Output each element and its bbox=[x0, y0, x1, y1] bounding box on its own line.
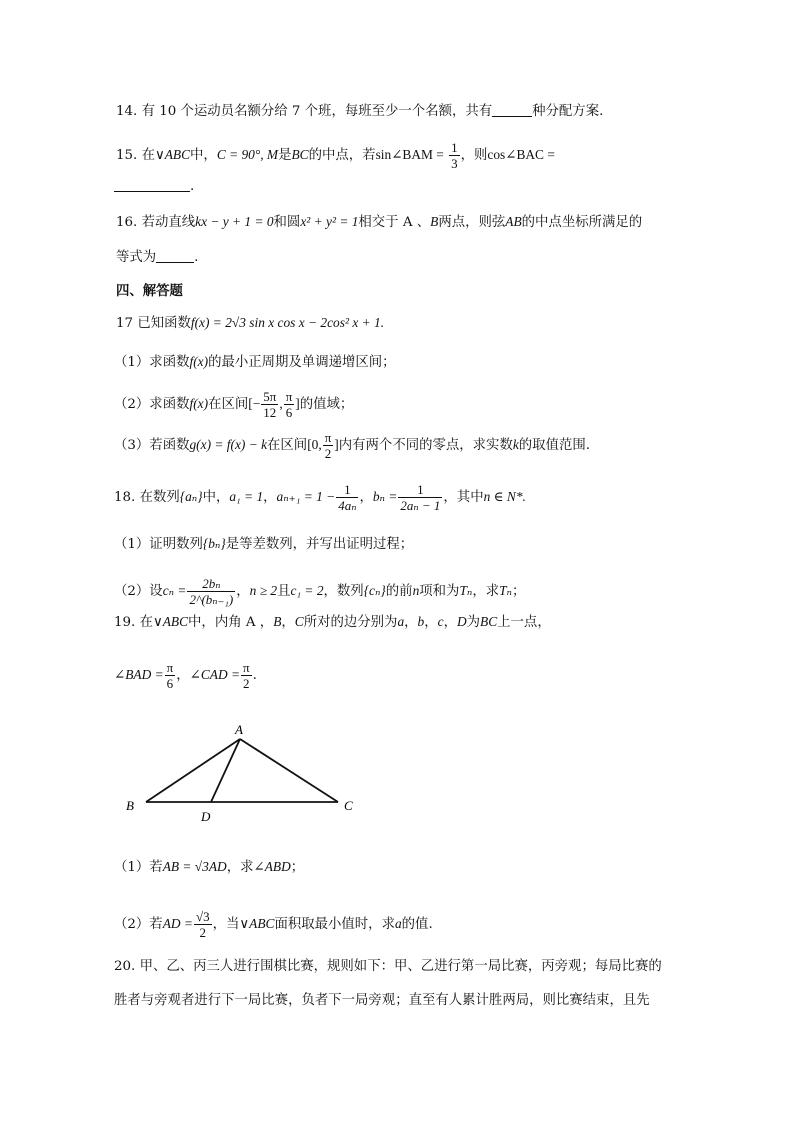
math-expr: B bbox=[430, 214, 439, 229]
question-text: 是等差数列，并写出证明过程； bbox=[225, 537, 414, 552]
punctuation: . bbox=[190, 179, 195, 194]
question-text: （2）若 bbox=[114, 917, 163, 932]
punctuation: ， bbox=[359, 490, 373, 505]
punctuation: . bbox=[252, 668, 257, 683]
question-text: 若动直线 bbox=[141, 215, 196, 230]
question-number: 19. bbox=[114, 615, 136, 630]
answer-blank bbox=[114, 191, 190, 192]
numerator: 5π bbox=[263, 389, 277, 404]
math-expr: ] bbox=[295, 396, 300, 411]
math-expr: a bbox=[397, 614, 405, 629]
math-expr: g(x) = f(x) − k bbox=[189, 437, 268, 452]
math-expr: BC bbox=[480, 614, 498, 629]
question-text: （2）设 bbox=[114, 584, 163, 599]
math-expr: c₁ = 2 bbox=[290, 583, 324, 598]
math-expr: f(x) = 2√3 sin x cos x − 2cos² x + 1. bbox=[190, 315, 385, 330]
vertex-label-a: A bbox=[235, 722, 243, 737]
question-text: 上一点， bbox=[497, 615, 551, 630]
math-expr: ∠CAD = bbox=[189, 667, 240, 682]
triangle-figure bbox=[110, 718, 370, 828]
vertex-label-d: D bbox=[201, 809, 211, 824]
question-number: 17 bbox=[116, 316, 134, 331]
question-number: 16. bbox=[116, 215, 138, 230]
question-20 bbox=[114, 958, 794, 976]
math-expr: f(x) bbox=[189, 396, 209, 411]
answer-blank bbox=[492, 116, 532, 117]
math-expr: bₙ = bbox=[372, 489, 398, 504]
math-expr: ∨ABC bbox=[154, 147, 191, 162]
denominator: 2 bbox=[199, 925, 206, 940]
question-text: 在数列 bbox=[139, 490, 180, 505]
question-text: 等式为 bbox=[116, 250, 157, 265]
denominator: 12 bbox=[263, 405, 277, 420]
vertex-label-b: B bbox=[126, 798, 134, 813]
math-expr: [− bbox=[248, 396, 261, 411]
question-20-cont bbox=[114, 992, 794, 1010]
fraction bbox=[449, 140, 460, 171]
math-expr: ∠ABD bbox=[253, 859, 291, 874]
numerator: π bbox=[324, 430, 332, 445]
math-expr: [0, bbox=[307, 437, 322, 452]
denominator: 2^(bₙ₋₁) bbox=[189, 592, 234, 607]
punctuation: ， bbox=[404, 615, 418, 630]
math-expr: n ∈ N*. bbox=[483, 489, 526, 504]
fraction bbox=[323, 430, 334, 461]
math-expr: n ≥ 2 bbox=[249, 583, 278, 598]
question-19 bbox=[114, 613, 794, 632]
math-expr: D bbox=[456, 614, 467, 629]
question-text: （2）求函数 bbox=[114, 397, 190, 412]
question-text: 内有两个不同的零点，求实数 bbox=[338, 438, 513, 453]
math-expr: , bbox=[279, 396, 283, 411]
math-expr: cos∠BAC = bbox=[487, 147, 555, 162]
question-text: 的前 bbox=[385, 584, 413, 599]
question-text: （1）若 bbox=[114, 860, 163, 875]
math-expr: {aₙ} bbox=[179, 489, 203, 504]
question-text: ，求 bbox=[472, 584, 500, 599]
question-text: 的取值范围. bbox=[518, 438, 591, 453]
question-text: 的中点，若 bbox=[308, 148, 376, 163]
numerator: 2bₙ bbox=[187, 576, 235, 592]
denominator: 2 bbox=[324, 446, 332, 461]
math-expr: AD = bbox=[162, 916, 193, 931]
question-text: ，当 bbox=[212, 917, 240, 932]
numerator: π bbox=[243, 660, 250, 675]
question-text: 为 bbox=[466, 615, 481, 630]
question-text: 种分配方案. bbox=[532, 104, 604, 119]
denominator: 6 bbox=[285, 405, 293, 420]
numerator: π bbox=[166, 660, 174, 675]
question-text: 的中点坐标所满足的 bbox=[521, 215, 643, 230]
side-ac bbox=[240, 739, 338, 802]
denominator: 3 bbox=[451, 156, 458, 171]
question-16-cont bbox=[116, 249, 794, 267]
vertex-label-c: C bbox=[344, 798, 353, 813]
punctuation: ； bbox=[511, 584, 526, 599]
fraction bbox=[194, 909, 212, 940]
question-text: 在 bbox=[141, 148, 155, 163]
question-text: 相交于 A 、 bbox=[358, 215, 431, 230]
math-expr: a bbox=[394, 916, 402, 931]
math-expr: BC bbox=[291, 147, 309, 162]
question-text: 中， bbox=[190, 148, 217, 163]
question-text: 已知函数 bbox=[137, 316, 191, 331]
numerator: 1 bbox=[398, 482, 442, 498]
numerator: π bbox=[285, 389, 293, 404]
fraction bbox=[284, 389, 295, 420]
question-text: ，数列 bbox=[323, 584, 364, 599]
question-text: 的值域； bbox=[299, 397, 354, 412]
question-number: 20. bbox=[114, 959, 136, 974]
question-17 bbox=[116, 314, 794, 333]
math-expr: ] bbox=[334, 437, 339, 452]
math-expr: Tₙ bbox=[459, 583, 473, 598]
punctuation: ， bbox=[443, 615, 457, 630]
question-number: 15. bbox=[116, 148, 138, 163]
math-expr: b bbox=[417, 614, 425, 629]
math-expr: cₙ = bbox=[162, 583, 187, 598]
question-text: 所对的边分别为 bbox=[303, 615, 398, 630]
question-text: 中，内角 A ， bbox=[188, 615, 274, 630]
question-text: 有 10 个运动员名额分给 7 个班，每班至少一个名额，共有 bbox=[141, 104, 493, 119]
math-expr: AB bbox=[505, 214, 522, 229]
math-expr: ∠BAD = bbox=[114, 667, 164, 682]
denominator: 4aₙ bbox=[338, 498, 357, 513]
fraction bbox=[241, 660, 252, 691]
punctuation: . bbox=[194, 250, 199, 265]
math-expr: Tₙ bbox=[499, 583, 512, 598]
denominator: 6 bbox=[166, 676, 174, 691]
answer-blank bbox=[156, 262, 194, 263]
question-text: 两点，则弦 bbox=[438, 215, 506, 230]
math-expr: sin∠BAM = bbox=[375, 147, 444, 162]
q17-part1 bbox=[114, 353, 794, 372]
question-text: 且 bbox=[277, 584, 291, 599]
question-16 bbox=[116, 213, 794, 232]
punctuation: ， bbox=[176, 668, 190, 683]
question-text: 项和为 bbox=[419, 584, 460, 599]
punctuation: ， bbox=[424, 615, 438, 630]
q19-part1 bbox=[114, 858, 794, 877]
question-15-blank bbox=[114, 178, 794, 196]
q17-part2 bbox=[114, 389, 794, 420]
numerator: √3 bbox=[195, 909, 210, 924]
question-text: ，求 bbox=[226, 860, 254, 875]
question-15 bbox=[116, 140, 794, 171]
question-text: ，其中 bbox=[443, 490, 484, 505]
question-text: 是 bbox=[278, 148, 292, 163]
fraction bbox=[165, 660, 176, 691]
question-18 bbox=[114, 482, 794, 513]
section-header: 四、解答题 bbox=[116, 283, 183, 299]
math-expr: C bbox=[294, 614, 304, 629]
question-14 bbox=[116, 103, 794, 121]
math-expr: B bbox=[273, 614, 282, 629]
question-text: （1）证明数列 bbox=[114, 537, 203, 552]
numerator: 1 bbox=[336, 482, 358, 498]
fraction bbox=[187, 576, 235, 607]
question-text: 在区间 bbox=[267, 438, 308, 453]
math-expr: k bbox=[512, 437, 519, 452]
punctuation: ， bbox=[281, 615, 295, 630]
math-expr: {cₙ} bbox=[363, 583, 386, 598]
math-expr: ∨ABC bbox=[152, 614, 189, 629]
question-text: 和圆 bbox=[273, 215, 301, 230]
fraction bbox=[261, 389, 278, 420]
denominator: 2aₙ − 1 bbox=[400, 498, 441, 513]
math-expr: kx − y + 1 = 0 bbox=[195, 214, 274, 229]
denominator: 2 bbox=[243, 676, 250, 691]
question-text: 在 bbox=[139, 615, 153, 630]
q17-part3 bbox=[114, 430, 794, 461]
question-text: 在区间 bbox=[208, 397, 249, 412]
q19-angles bbox=[114, 660, 794, 691]
math-expr: aₙ₊₁ = 1 − bbox=[276, 489, 336, 504]
fraction bbox=[398, 482, 442, 513]
math-expr: f(x) bbox=[189, 354, 209, 369]
punctuation: ； bbox=[290, 860, 305, 875]
question-text: 面积取最小值时，求 bbox=[274, 917, 395, 932]
punctuation: ， bbox=[236, 584, 250, 599]
math-expr: AB = √3AD bbox=[162, 859, 227, 874]
math-expr: c bbox=[437, 614, 444, 629]
question-text: （1）求函数 bbox=[114, 355, 190, 370]
math-expr: {bₙ} bbox=[202, 536, 226, 551]
punctuation: ， bbox=[263, 490, 277, 505]
question-text: 胜者与旁观者进行下一局比赛，负者下一局旁观；直至有人累计胜两局，则比赛结束，且先 bbox=[114, 993, 650, 1008]
question-text: 的最小正周期及单调递增区间； bbox=[208, 355, 396, 370]
question-text: 甲、乙、丙三人进行围棋比赛，规则如下：甲、乙进行第一局比赛，丙旁观；每局比赛的 bbox=[139, 959, 662, 974]
fraction bbox=[336, 482, 358, 513]
question-number: 14. bbox=[116, 104, 138, 119]
math-expr: C = 90°, M bbox=[216, 147, 279, 162]
q18-part1 bbox=[114, 535, 794, 554]
question-text: ，则 bbox=[460, 148, 488, 163]
math-expr: x² + y² = 1 bbox=[300, 214, 359, 229]
q19-part2 bbox=[114, 909, 794, 940]
math-expr: n bbox=[412, 583, 420, 598]
q18-part2 bbox=[114, 576, 794, 607]
question-text: 的值. bbox=[401, 917, 433, 932]
question-text: 中， bbox=[202, 490, 230, 505]
numerator: 1 bbox=[451, 140, 458, 155]
math-expr: ∨ABC bbox=[239, 916, 275, 931]
question-text: （3）若函数 bbox=[114, 438, 190, 453]
math-expr: a₁ = 1 bbox=[229, 489, 264, 504]
question-number: 18. bbox=[114, 490, 136, 505]
